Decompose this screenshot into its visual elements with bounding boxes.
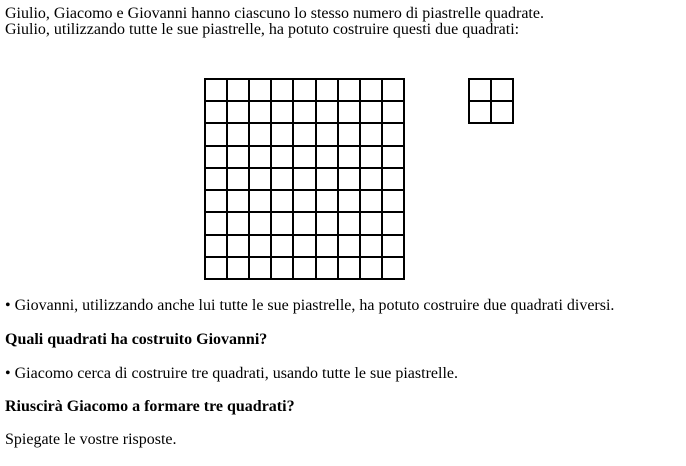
tile-cell [383,169,405,191]
tile-cell [272,191,294,213]
big-square-figure [204,78,405,280]
tile-cell [250,258,272,280]
tile-cell [228,80,250,102]
tile-cell [272,169,294,191]
tile-cell [206,236,228,258]
tile-cell [206,124,228,146]
tile-cell [339,236,361,258]
tile-cell [294,80,316,102]
question-giacomo: Riuscirà Giacomo a formare tre quadrati? [5,398,295,415]
tile-cell [206,80,228,102]
tile-cell [317,124,339,146]
tile-cell [339,147,361,169]
tile-cell [228,236,250,258]
giovanni-statement [5,297,614,315]
tile-cell [383,147,405,169]
tile-cell [317,236,339,258]
tile-cell [272,213,294,235]
tile-cell [206,147,228,169]
tile-cell [228,102,250,124]
tile-cell [383,236,405,258]
tile-cell [361,124,383,146]
small-square-figure [468,78,514,124]
tile-cell [250,124,272,146]
tile-cell [228,124,250,146]
tile-cell [317,80,339,102]
tile-cell [339,169,361,191]
tile-cell [361,191,383,213]
tile-cell [317,213,339,235]
tile-cell [383,102,405,124]
tile-cell [228,258,250,280]
tile-cell [250,213,272,235]
tile-cell [317,191,339,213]
tile-cell [339,191,361,213]
tile-cell [361,258,383,280]
tile-cell [470,102,492,124]
tile-cell [294,236,316,258]
tile-cell [383,258,405,280]
tile-cell [361,147,383,169]
tile-cell [339,213,361,235]
tile-cell [206,213,228,235]
tile-cell [228,147,250,169]
tile-cell [294,258,316,280]
tile-cell [272,102,294,124]
tile-cell [317,258,339,280]
tile-cell [470,80,492,102]
intro-line-2: Giulio, utilizzando tutte le sue piastrelle, ha potuto costruire questi due quadrati: [5,21,520,38]
tile-cell [361,102,383,124]
tile-cell [383,80,405,102]
giovanni-text: Giovanni, utilizzando anche lui tutte le sue piastrelle, ha potuto costruire due quadrati diversi. [14,297,615,314]
tile-cell [250,80,272,102]
tile-cell [294,102,316,124]
tile-cell [272,258,294,280]
tile-cell [272,124,294,146]
tile-cell [339,124,361,146]
tile-cell [383,213,405,235]
tile-cell [206,169,228,191]
tile-cell [294,213,316,235]
tile-cell [272,236,294,258]
tile-cell [250,102,272,124]
tile-cell [228,191,250,213]
bullet-icon: • [5,297,11,314]
tile-cell [294,147,316,169]
tile-cell [383,191,405,213]
tile-cell [294,191,316,213]
tile-cell [272,147,294,169]
tile-cell [361,236,383,258]
tile-cell [294,124,316,146]
tile-cell [339,80,361,102]
tile-cell [294,169,316,191]
tile-cell [206,191,228,213]
giacomo-text: Giacomo cerca di costruire tre quadrati, usando tutte le sue piastrelle. [14,365,458,382]
intro-line-1: Giulio, Giacomo e Giovanni hanno ciascuno lo stesso numero di piastrelle quadrate. [5,5,544,22]
tile-cell [250,169,272,191]
tile-cell [492,102,514,124]
tile-cell [317,169,339,191]
tile-cell [383,124,405,146]
tile-cell [250,147,272,169]
tile-cell [361,80,383,102]
bullet-icon: • [5,365,11,382]
tile-cell [317,102,339,124]
tile-cell [250,236,272,258]
question-giovanni: Quali quadrati ha costruito Giovanni? [5,331,268,348]
closing-instruction: Spiegate le vostre risposte. [5,431,177,448]
tile-cell [339,102,361,124]
tile-cell [228,169,250,191]
tile-cell [339,258,361,280]
tile-cell [361,169,383,191]
tile-cell [228,213,250,235]
tile-cell [272,80,294,102]
tile-cell [492,80,514,102]
giacomo-statement [5,365,458,383]
tile-cell [317,147,339,169]
tile-cell [206,102,228,124]
tile-cell [361,213,383,235]
tile-cell [250,191,272,213]
tile-cell [206,258,228,280]
